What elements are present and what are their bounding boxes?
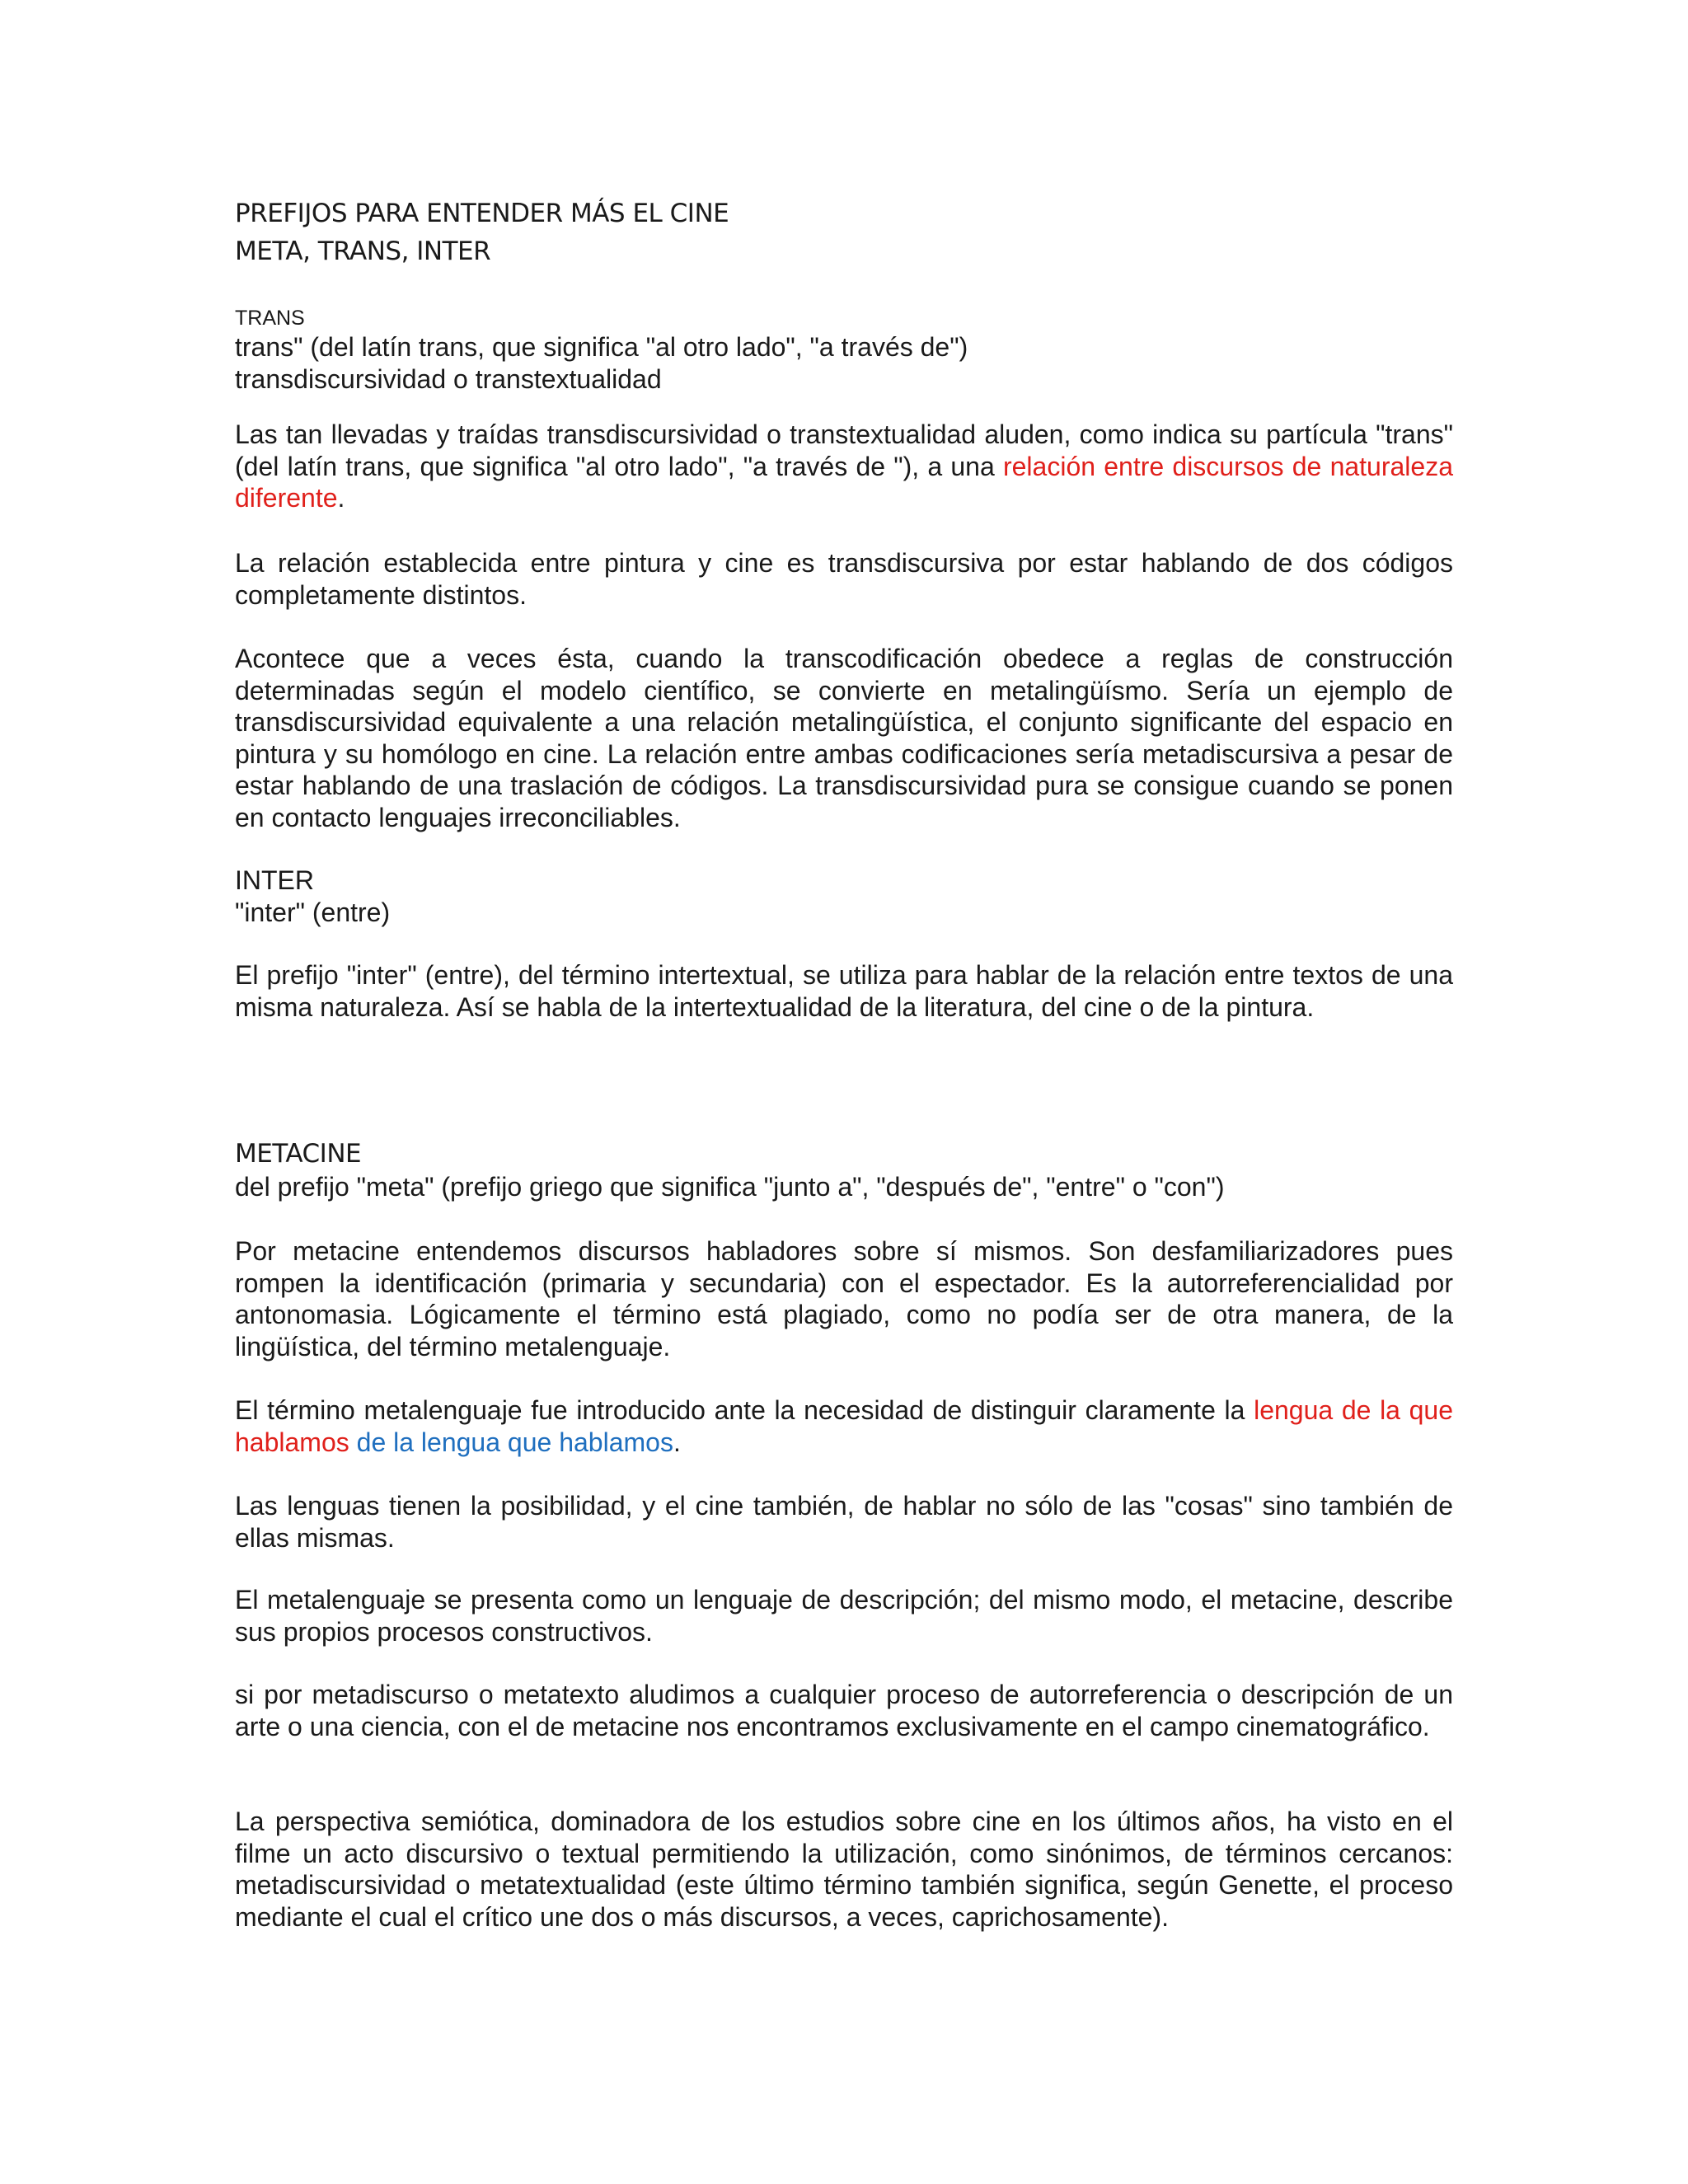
metacine-p2-end: . (673, 1427, 681, 1457)
document-subtitle: META, TRANS, INTER (235, 237, 491, 266)
metacine-definition: del prefijo "meta" (prefijo griego que significa "junto a", "después de", "entre" o "con") (235, 1172, 1225, 1202)
trans-paragraph-2: La relación establecida entre pintura y cine es transdiscursiva por estar hablando de dos códigos completamente distintos. (235, 548, 1453, 610)
metacine-paragraph-2 (235, 1394, 1453, 1458)
trans-terms: transdiscursividad o transtextualidad (235, 363, 662, 394)
trans-label: TRANS (235, 307, 305, 330)
trans-section (235, 305, 1453, 395)
trans-definition: trans" (del latín trans, que significa "al otro lado", "a través de") (235, 332, 968, 362)
metacine-section (235, 1137, 1453, 1203)
inter-label: INTER (235, 865, 314, 895)
metacine-paragraph-1: Por metacine entendemos discursos habladores sobre sí mismos. Son desfamiliarizadores pues rompen la identificación (primaria y secundaria) con el espectador. Es la autorreferencialidad por antonomasia. Lógicamente el término está plagiado, como no podía ser de otra manera, de la lingüística, del término metalenguaje. (235, 1236, 1453, 1361)
inter-definition: "inter" (entre) (235, 897, 391, 927)
metacine-p2-text: El término metalenguaje fue introducido ante la necesidad de distinguir claramente la (235, 1395, 1254, 1425)
inter-section (235, 865, 1453, 928)
trans-p1-end: . (337, 483, 345, 513)
metacine-paragraph-3: Las lenguas tienen la posibilidad, y el cine también, de hablar no sólo de las "cosas" sino también de ellas mismas. (235, 1491, 1453, 1553)
metacine-label: METACINE (235, 1139, 362, 1169)
document-header (235, 194, 729, 270)
metacine-paragraph-4: El metalenguaje se presenta como un lenguaje de descripción; del mismo modo, el metacine, describe sus propios procesos constructivos. (235, 1585, 1453, 1647)
metacine-p2-space (349, 1427, 357, 1457)
document-title: PREFIJOS PARA ENTENDER MÁS EL CINE (235, 199, 729, 228)
trans-paragraph-1 (235, 419, 1453, 514)
document-page (235, 0, 1453, 2184)
metacine-p2-blue: de la lengua que hablamos (356, 1427, 673, 1457)
trans-p1-highlight: relación entre discursos de naturaleza diferente (235, 451, 1453, 513)
inter-paragraph-1: El prefijo "inter" (entre), del término intertextual, se utiliza para hablar de la relación entre textos de una misma naturaleza. Así se habla de la intertextualidad de la literatura, del cine o de la pintura. (235, 960, 1453, 1022)
trans-paragraph-3: Acontece que a veces ésta, cuando la transcodificación obedece a reglas de construcción determinadas según el modelo científico, se convierte en metalingüísmo. Sería un ejemplo de transdiscursividad equivalente a una relación metalingüística, el conjunto significante del espacio en pintura y su homólogo en cine. La relación entre ambas codificaciones sería metadiscursiva a pesar de estar hablando de una traslación de códigos. La transdiscursividad pura se consigue cuando se ponen en contacto lenguajes irreconciliables. (235, 644, 1453, 832)
metacine-p2-red: lengua de la que hablamos (235, 1395, 1454, 1457)
metacine-paragraph-6: La perspectiva semiótica, dominadora de los estudios sobre cine en los últimos años, ha visto en el filme un acto discursivo o textual permitiendo la utilización, como sinónimos, de términos cercanos: metadiscursividad o metatextualidad (este último término también significa, según Genette, el proceso mediante el cual el crítico une dos o más discursos, a veces, caprichosamente). (235, 1807, 1453, 1932)
metacine-paragraph-5: si por metadiscurso o metatexto aludimos a cualquier proceso de autorreferencia o descripción de un arte o una ciencia, con el de metacine nos encontramos exclusivamente en el campo cinematográfico. (235, 1680, 1453, 1741)
trans-p1-text: Las tan llevadas y traídas transdiscursividad o transtextualidad aluden, como indica su partícula "trans" (del latín trans, que significa "al otro lado", "a través de "), a una (235, 419, 1453, 481)
